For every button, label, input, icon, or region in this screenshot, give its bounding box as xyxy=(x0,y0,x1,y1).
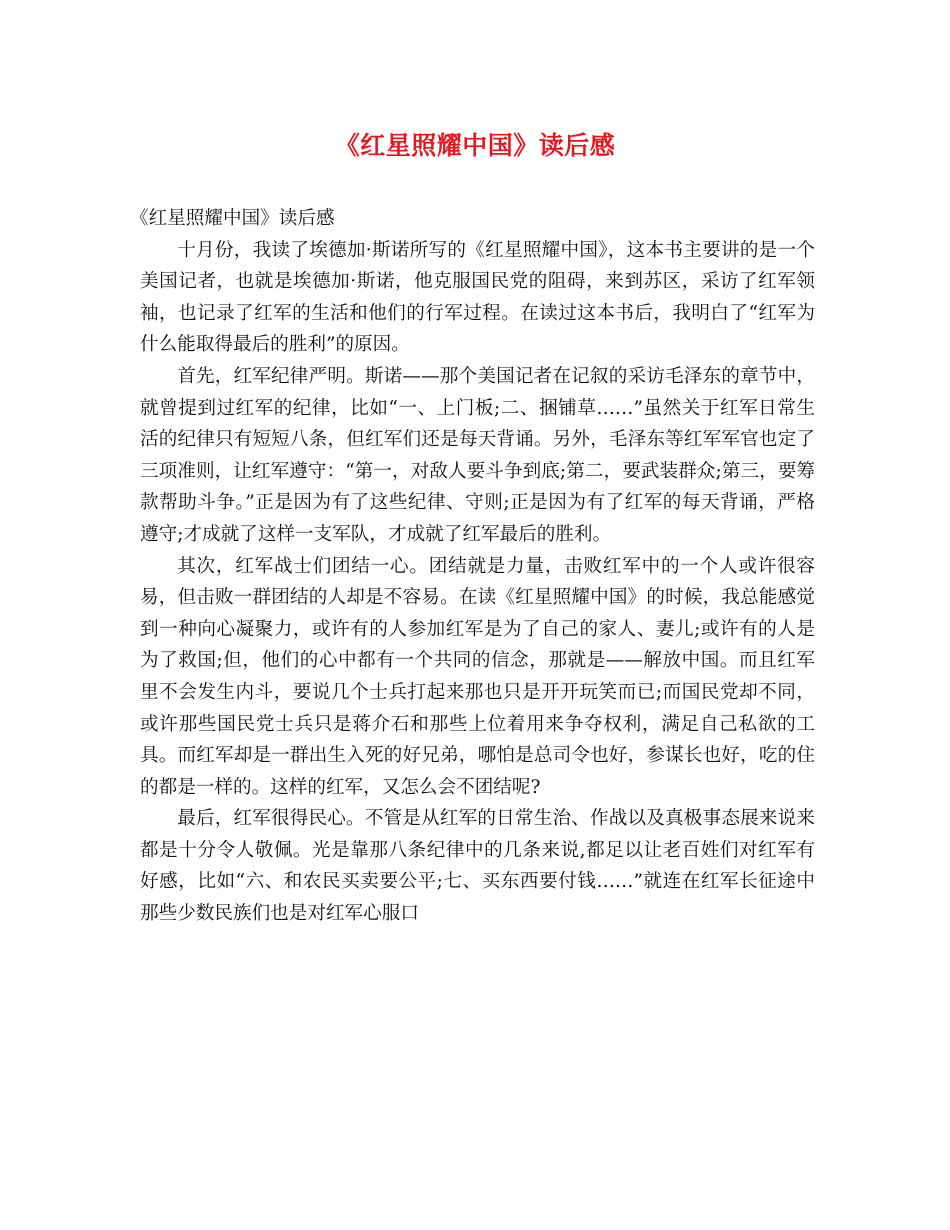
document-body xyxy=(130,203,815,930)
paragraph-popular-support: 最后，红军很得民心。不管是从红军的日常生治、作战以及真极事态展来说来都是十分令人敬佩。光是靠那八条纪律中的几条来说,都足以让老百姓们对红军有好感，比如“六、和农民买卖要公平;七、买东西要付钱……”就连在红军长征途中那些少数民族们也是对红军心服口 xyxy=(140,808,815,925)
paragraph-discipline: 首先，红军纪律严明。斯诺——那个美国记者在记叙的采访毛泽东的章节中，就曾提到过红军的纪律，比如“一、上门板;二、捆铺草……”虽然关于红军日常生活的纪律只有短短八条，但红军们还是每天背诵。另外，毛泽东等红军军官也定了三项准则，让红军遵守：“第一，对敌人要斗争到底;第二，要武装群众;第三，要筹款帮助斗争。”正是因为有了这些纪律、守则;正是因为有了红军的每天背诵，严格遵守;才成就了这样一支军队，才成就了红军最后的胜利。 xyxy=(140,365,815,545)
document-subtitle: 《红星照耀中国》读后感 xyxy=(130,208,335,229)
paragraph-intro: 十月份，我读了埃德加·斯诺所写的《红星照耀中国》，这本书主要讲的是一个美国记者，也就是埃德加·斯诺，他克服国民党的阻碍，来到苏区，采访了红军领袖，也记录了红军的生活和他们的行军过程。在读过这本书后，我明白了“红军为什么能取得最后的胜利”的原因。 xyxy=(140,239,815,356)
document-title: 《红星照耀中国》读后感 xyxy=(334,131,616,160)
paragraph-unity: 其次，红军战士们团结一心。团结就是力量，击败红军中的一个人或许很容易，但击败一群团结的人却是不容易。在读《红星照耀中国》的时候，我总能感觉到一种向心凝聚力，或许有的人参加红军是为了自己的家人、妻儿;或许有的人是为了救国;但，他们的心中都有一个共同的信念，那就是——解放中国。而且红军里不会发生内斗，要说几个士兵打起来那也只是开开玩笑而已;而国民党却不同，或许那些国民党士兵只是蒋介石和那些上位着用来争夺权利，满足自己私欲的工具。而红军却是一群出生入死的好兄弟，哪怕是总司令也好，参谋长也好，吃的住的都是一样的。这样的红军，又怎么会不团结呢? xyxy=(140,555,815,798)
